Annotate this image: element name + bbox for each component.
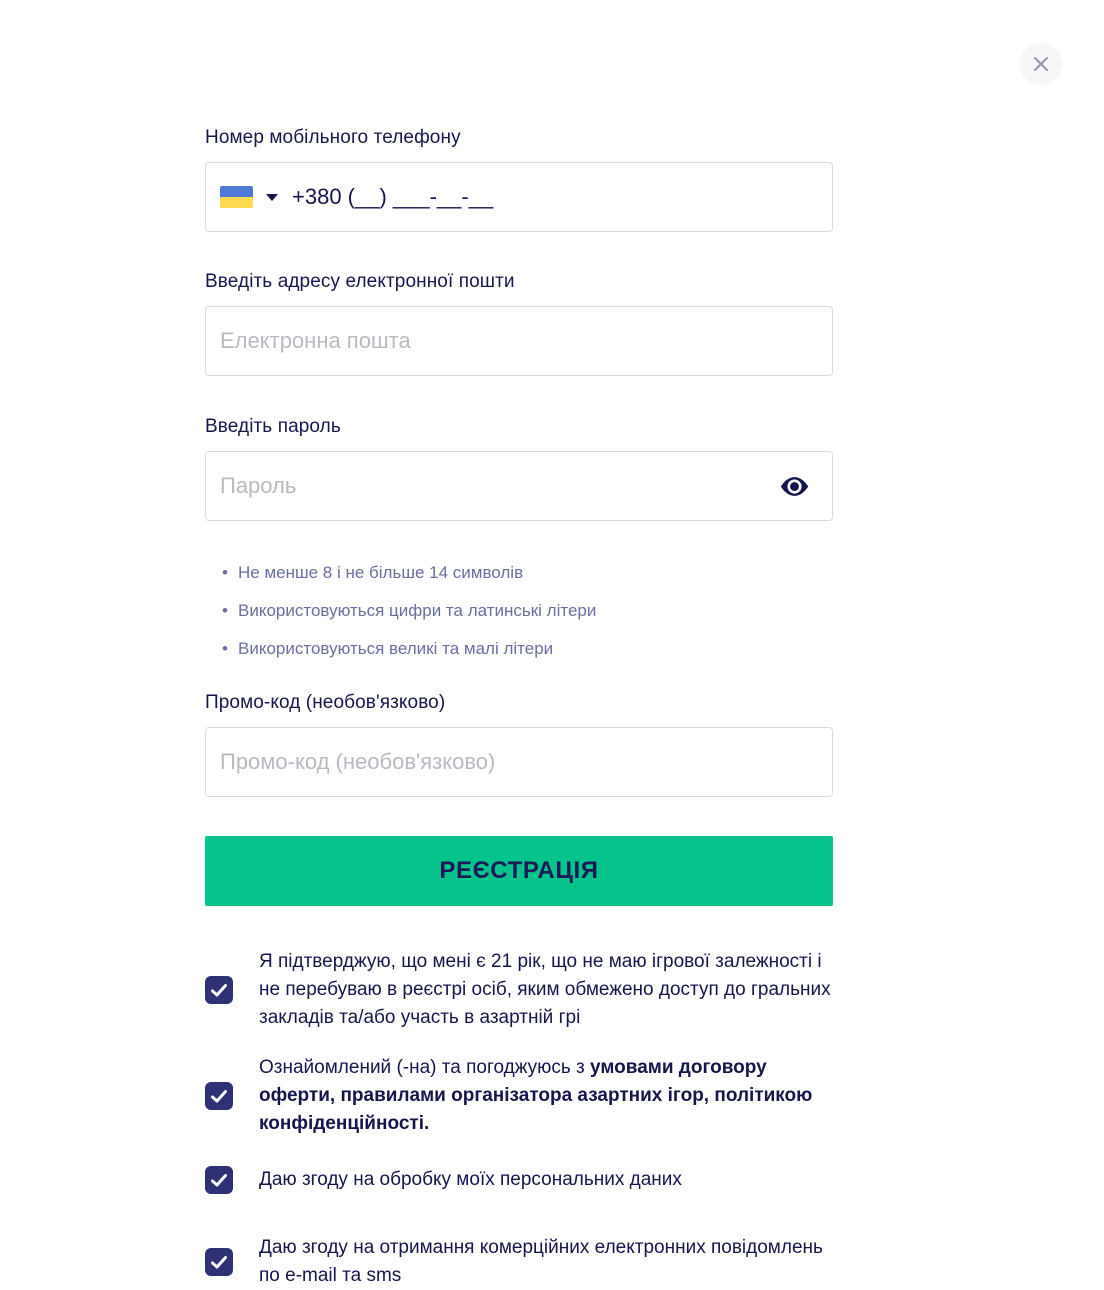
chevron-down-icon	[266, 194, 278, 201]
phone-number-input[interactable]	[292, 163, 818, 231]
checkbox-age-confirm[interactable]	[205, 976, 233, 1004]
agreement-text-marketing: Даю згоду на отримання комерційних електронних повідомлень по e-mail та sms	[259, 1237, 823, 1286]
password-rule: • Використовуються великі та малі літери	[222, 639, 833, 659]
password-input[interactable]	[220, 452, 776, 520]
agreement-row-terms	[205, 1054, 833, 1138]
promo-label: Промо-код (необов'язково)	[205, 692, 446, 713]
promo-input[interactable]	[220, 728, 818, 796]
agreement-text-personal-data: Даю згоду на обробку моїх персональних даних	[259, 1169, 682, 1190]
checkbox-personal-data[interactable]	[205, 1166, 233, 1194]
password-field	[205, 451, 833, 521]
agreements-list	[205, 948, 833, 1290]
email-input[interactable]	[220, 307, 818, 375]
email-field	[205, 306, 833, 376]
agreement-terms-normal: Ознайомлений (-на) та погоджуюсь з	[259, 1057, 591, 1078]
checkbox-marketing[interactable]	[205, 1248, 233, 1276]
password-label: Введіть пароль	[205, 416, 341, 437]
close-icon	[1032, 55, 1050, 73]
agreement-text-age: Я підтверджую, що мені є 21 рік, що не маю ігрової залежності і не перебуваю в реєстрі осіб, яким обмежено доступ до гральних закладів та/або участь в азартній грі	[259, 951, 831, 1028]
agreement-text-terms	[259, 1054, 833, 1138]
agreement-row-personal-data	[205, 1166, 833, 1194]
agreement-row-age	[205, 948, 833, 1032]
eye-icon	[779, 474, 810, 499]
agreement-row-marketing	[205, 1234, 833, 1290]
password-rule: • Не менше 8 і не більше 14 символів	[222, 563, 833, 583]
close-button[interactable]	[1020, 43, 1062, 85]
ukraine-flag-icon	[220, 186, 253, 208]
registration-form	[205, 0, 833, 1290]
checkbox-terms[interactable]	[205, 1082, 233, 1110]
checkmark-icon	[211, 1174, 227, 1187]
email-label: Введіть адресу електронної пошти	[205, 271, 515, 292]
password-rule: • Використовуються цифри та латинські літери	[222, 601, 833, 621]
checkmark-icon	[211, 1090, 227, 1103]
phone-label: Номер мобільного телефону	[205, 127, 461, 148]
checkmark-icon	[211, 1256, 227, 1269]
promo-field	[205, 727, 833, 797]
checkmark-icon	[211, 984, 227, 997]
password-rules	[205, 563, 833, 659]
phone-field	[205, 162, 833, 232]
country-selector[interactable]	[220, 186, 278, 208]
register-button[interactable]: РЕЄСТРАЦІЯ	[205, 836, 833, 906]
agreement-terms-links[interactable]: умовами договору оферти, правилами організатора азартних ігор, політикою конфіденційності.	[259, 1057, 813, 1134]
password-visibility-toggle[interactable]	[776, 468, 812, 504]
